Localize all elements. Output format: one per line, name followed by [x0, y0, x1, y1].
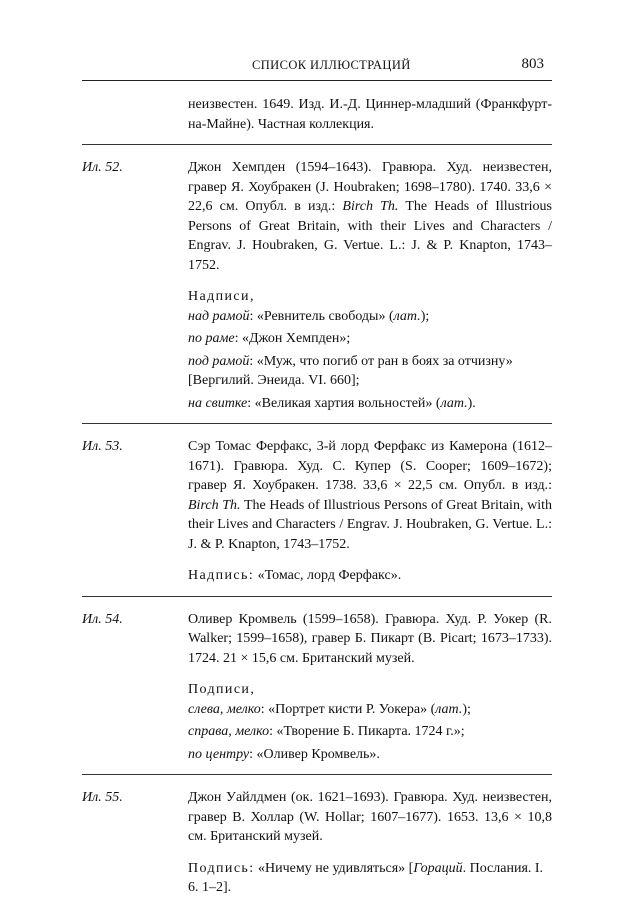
- inscription-line: Надпись: «Томас, лорд Ферфакс».: [188, 568, 402, 583]
- header-rule: [82, 80, 552, 81]
- item-label: Ил. 53.: [82, 439, 123, 454]
- item-label: Ил. 55.: [82, 790, 123, 805]
- inscriptions-heading: Надписи,: [188, 289, 255, 304]
- list-item: [82, 423, 552, 586]
- continued-text: неизвестен. 1649. Изд. И.-Д. Циннер-младший (Франкфурт-на-Майне). Частная коллекция.: [188, 97, 552, 132]
- inscription-line: под рамой: «Муж, что погиб от ран в боях за отчизну» [Вергилий. Энеида. VI. 660];: [188, 353, 513, 388]
- inscription-line: на свитке: «Великая хартия вольностей» (лат.).: [188, 395, 476, 411]
- item-label: Ил. 52.: [82, 160, 123, 175]
- list-item: [82, 774, 552, 898]
- inscriptions-block: [188, 680, 552, 764]
- running-title: СПИСОК ИЛЛЮСТРАЦИЙ: [252, 58, 411, 72]
- illustration-list: [82, 95, 552, 898]
- inscriptions-block: [188, 287, 552, 413]
- item-label: Ил. 54.: [82, 611, 123, 627]
- item-description: Сэр Томас Ферфакс, 3-й лорд Ферфакс из Камерона (1612–1671). Гравюра. Худ. С. Купер (S. Cooper; 1609–1672); гравер Я. Хоубракен. 1738. 33,6 × 22,5 см. Опубл. в изд.: Birch Th. The Heads of Illustrious Persons of Great Britain, with their Lives and Characters / Engrav. J. Houbraken, G. Vertue. L.: J. & P. Knapton, 1743–1752.: [188, 439, 552, 552]
- running-header: [82, 58, 552, 78]
- inscription-line: справа, мелко: «Творение Б. Пикарта. 1724 г.»;: [188, 724, 465, 739]
- item-description: Джон Хемпден (1594–1643). Гравюра. Худ. неизвестен, гравер Я. Хоубракен (J. Houbraken; 1698–1780). 1740. 33,6 × 22,6 см. Опубл. в изд.: Birch Th. The Heads of Illustrious Persons of Great Britain, with their Lives and Characters / Engrav. J. Houbraken, G. Vertue. L.: J. & P. Knapton, 1743–1752.: [188, 160, 552, 273]
- page-number: 803: [521, 56, 544, 72]
- inscription-line: по раме: «Джон Хемпден»;: [188, 331, 351, 346]
- list-item: [82, 144, 552, 413]
- inscription-line: над рамой: «Ревнитель свободы» (лат.);: [188, 308, 430, 324]
- inscription-line: слева, мелко: «Портрет кисти Р. Уокера» (лат.);: [188, 701, 471, 717]
- item-description: Оливер Кромвель (1599–1658). Гравюра. Худ. Р. Уокер (R. Walker; 1599–1658), гравер Б. Пикарт (B. Picart; 1673–1733). 1724. 21 × 15,6 см. Британский музей.: [188, 611, 552, 666]
- item-description: Джон Уайлдмен (ок. 1621–1693). Гравюра. Худ. неизвестен, гравер В. Холлар (W. Hollar; 1607–1677). 1653. 13,6 × 10,8 см. Британский музей.: [188, 790, 552, 844]
- inscription-line: Подпись: «Ничему не удивляться» [Гораций. Послания. I. 6. 1–2].: [188, 860, 544, 895]
- list-item: [82, 596, 552, 765]
- inscription-line: по центру: «Оливер Кромвель».: [188, 746, 380, 762]
- inscriptions-heading: Подписи,: [188, 682, 256, 697]
